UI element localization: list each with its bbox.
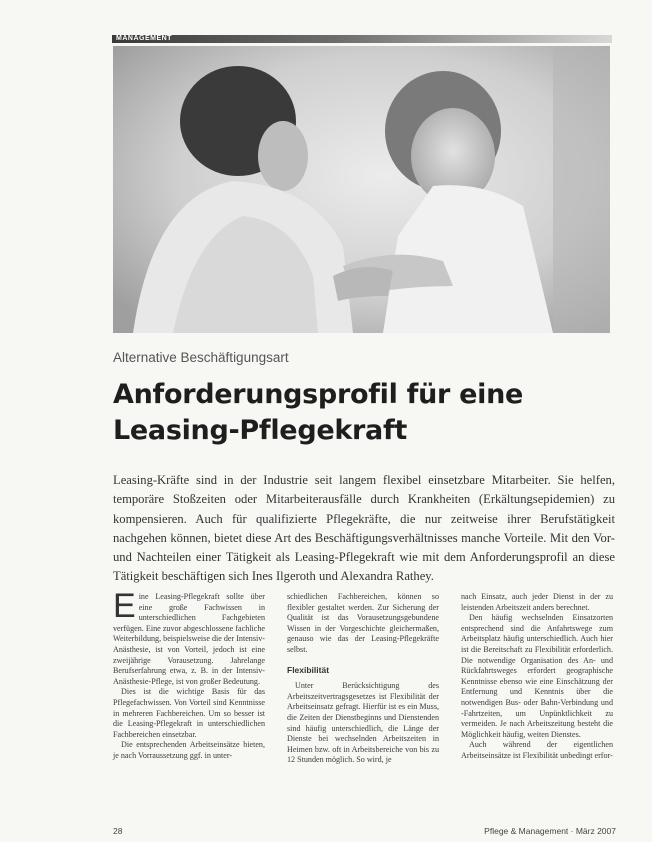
body-paragraph: Unter Berücksichtigung des Arbeitszeitvertragsgesetzes ist Flexibilität der Arbeitseinsatz gefragt. Hierfür ist es ein Muss, die Zeiten der Dienstbeginns und Dienstenden sind häufig unterschiedlich, die Länge der Dienste bei wechselnden Arbeitszeiten in Heimen bzw. oft in Arbeitsbereiche von bis zu 12 Stunden möglich. So wird, je bbox=[287, 681, 439, 765]
subheading-flexibility: Flexibilität bbox=[287, 664, 330, 675]
body-paragraph bbox=[113, 587, 265, 687]
body-paragraph: nach Einsatz, auch jeder Dienst in der zu leistenden Arbeitszeit anders berechnet. bbox=[461, 592, 613, 612]
page-number: 28 bbox=[113, 826, 123, 836]
paragraph-text: ine Leasing-Pflegekraft sollte über eine große Fachwissen in unterschiedlichen Fachgebieten verfügen. Eine zuvor abgeschlossene fachliche Weiterbildung, beispielsweise die der Intensiv-Anästhesie, ist von Vorteil, jedoch ist eine zweijährige Vorausetzung. Jahrelange Berufserfahrung etwa, z. B. in der Intensiv-Anästhesie-Pflege, ist von großer Bedeutung. bbox=[113, 592, 265, 686]
journal-footer: Pflege & Management · März 2007 bbox=[484, 826, 616, 836]
body-paragraph: Dies ist die wichtige Basis für das Pflegefachwissen. Von Vorteil sind Kenntnisse in mehreren Fachbereichen. Um so besser ist die Leasing-Pflegekraft in unterschiedlichen Fachbereichen einsetzbar. bbox=[113, 687, 265, 739]
body-paragraph: Die entsprechenden Arbeitseinsätze bieten, je nach Vorraussetzung ggf. in unter- bbox=[113, 740, 265, 760]
body-paragraph: Den häufig wechselnden Einsatzorten entsprechend sind die Anfahrtswege zum Arbeitsplatz häufig unterschiedlich. Auch hier ist die Bereitschaft zu Flexibilität erforderlich. Die notwendige Organisation des An- und Rückfahrtsweges erfordert geographische Kenntnisse ebenso wie eine Einschätzung der Entfernung und Kenntnis über die notwendigen Bus- oder Bahn-Verbindung und -Fahrtzeiten, um Unpünktlichkeit zu vermeiden. Je nach Arbeitszeitung besteht die Möglichkeit häufig, weiten Dienstes. bbox=[461, 613, 613, 739]
body-column-1 bbox=[113, 587, 265, 762]
section-bar bbox=[112, 35, 612, 43]
kicker: Alternative Beschäftigungsart bbox=[113, 350, 289, 365]
drop-cap: E bbox=[113, 587, 136, 625]
body-column-2 bbox=[287, 592, 439, 766]
headline: Anforderungsprofil für eine Leasing-Pflegekraft bbox=[113, 379, 524, 446]
section-label: MANAGEMENT bbox=[116, 35, 172, 42]
nurses-photo-illustration bbox=[113, 46, 610, 333]
body-paragraph: Auch während der eigentlichen Arbeitseinsätze ist Flexibilität unbedingt erfor- bbox=[461, 740, 613, 760]
lead-paragraph: Leasing-Kräfte sind in der Industrie seit langem flexibel einsetzbare Mitarbeiter. Sie helfen, temporäre Stoßzeiten oder Mitarbeiterausfälle durch Krankheiten (Erkältungsepidemien) zu kompensieren. Auch für qualifizierte Pflegekräfte, die nur zeitweise ihrer Berufstätigkeit nachgehen können, bietet diese Art des Beschäftigungsverhältnisses manche Vorteile. Mit den Vor- und Nachteilen einer Tätigkeit als Leasing-Pflegekraft wie mit dem Anforderungsprofil an diese Tätigkeit beschäftigen sich Ines Ilgeroth und Alexandra Rathey. bbox=[113, 473, 615, 584]
body-paragraph: schiedlichen Fachbereichen, können so flexibler gestaltet werden. Zur Sicherung der Qualität ist das Vorausetzungsgebundene Wissen in der Vorgeschichte gleichermaßen, genauso wie das der Leasing-Pflegekräfte selbst. bbox=[287, 592, 439, 654]
article-photo bbox=[113, 46, 610, 333]
body-column-3 bbox=[461, 592, 613, 762]
